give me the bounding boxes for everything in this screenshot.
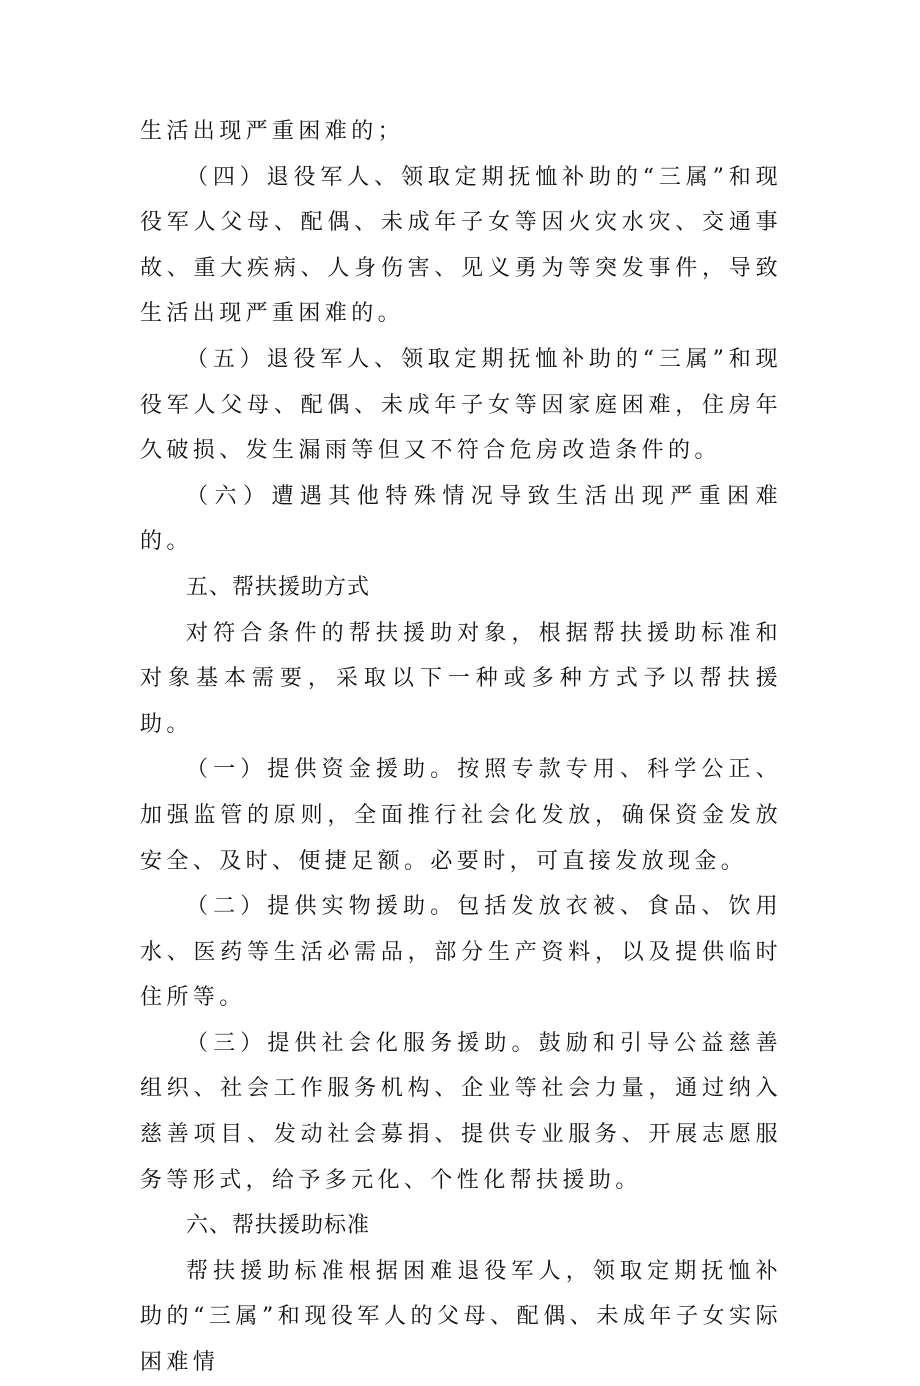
paragraph-item-six: （六）遭遇其他特殊情况导致生活出现严重困难的。 [140, 483, 782, 555]
paragraph-funding-aid: （一）提供资金援助。按照专款专用、科学公正、加强监管的原则，全面推行社会化发放，确保资金发放安全、及时、便捷足额。必要时，可直接发放现金。 [140, 757, 782, 874]
document-body [140, 109, 782, 1386]
paragraph-section-five-intro: 对符合条件的帮扶援助对象，根据帮扶援助标准和对象基本需要，采取以下一种或多种方式予以帮扶援助。 [140, 620, 782, 737]
paragraph-item-four: （四）退役军人、领取定期抚恤补助的“三属”和现役军人父母、配偶、未成年子女等因火灾水灾、交通事故、重大疾病、人身伤害、见义勇为等突发事件，导致生活出现严重困难的。 [140, 164, 782, 327]
paragraph-item-five: （五）退役军人、领取定期抚恤补助的“三属”和现役军人父母、配偶、未成年子女等因家庭困难，住房年久破损、发生漏雨等但又不符合危房改造条件的。 [140, 346, 782, 464]
paragraph-social-service-aid: （三）提供社会化服务援助。鼓励和引导公益慈善组织、社会工作服务机构、企业等社会力量，通过纳入慈善项目、发动社会募捐、提供专业服务、开展志愿服务等形式，给予多元化、个性化帮扶援助。 [140, 1030, 782, 1193]
paragraph-material-aid: （二）提供实物援助。包括发放衣被、食品、饮用水、医药等生活必需品，部分生产资料，以及提供临时住所等。 [140, 894, 782, 1011]
section-heading-six: 六、帮扶援助标准 [186, 1213, 371, 1239]
paragraph-section-six-intro: 帮扶援助标准根据困难退役军人，领取定期抚恤补助的“三属”和现役军人的父母、配偶、未成年子女实际困难情 [140, 1258, 782, 1376]
section-heading-five: 五、帮扶援助方式 [186, 574, 371, 600]
paragraph-continuation: 生活出现严重困难的； [140, 119, 405, 144]
